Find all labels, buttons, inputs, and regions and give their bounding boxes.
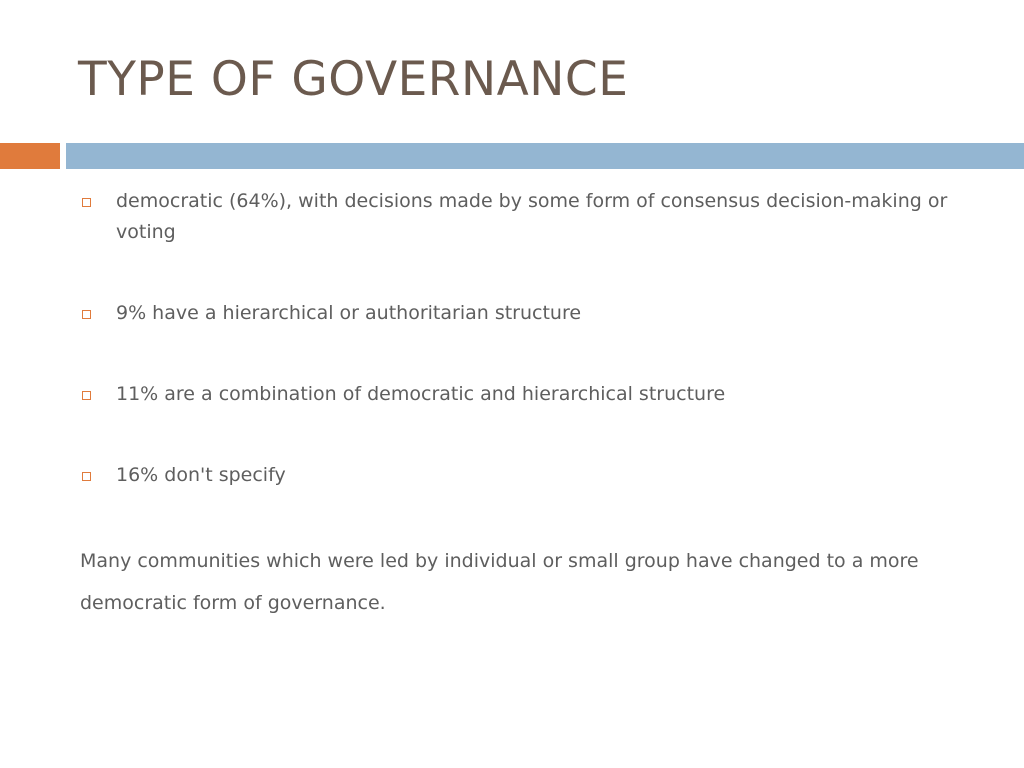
bullet-item	[80, 460, 980, 491]
slide-title: TYPE OF GOVERNANCE	[78, 52, 629, 107]
hollow-square-icon	[82, 472, 91, 481]
bullet-text: democratic (64%), with decisions made by some form of consensus decision-making or voting	[116, 190, 948, 243]
bullet-item	[80, 379, 980, 410]
bullet-item	[80, 186, 980, 248]
accent-bar-orange	[0, 143, 60, 169]
bullet-list	[80, 186, 980, 491]
bullet-item	[80, 298, 980, 329]
bullet-text: 9% have a hierarchical or authoritarian structure	[116, 302, 582, 324]
bullet-text: 11% are a combination of democratic and hierarchical structure	[116, 383, 726, 405]
accent-bar-blue	[66, 143, 1024, 169]
hollow-square-icon	[82, 310, 91, 319]
bullet-text: 16% don't specify	[116, 464, 286, 486]
hollow-square-icon	[82, 198, 91, 207]
closing-paragraph: Many communities which were led by individual or small group have changed to a more democratic form of governance.	[80, 550, 919, 614]
hollow-square-icon	[82, 391, 91, 400]
